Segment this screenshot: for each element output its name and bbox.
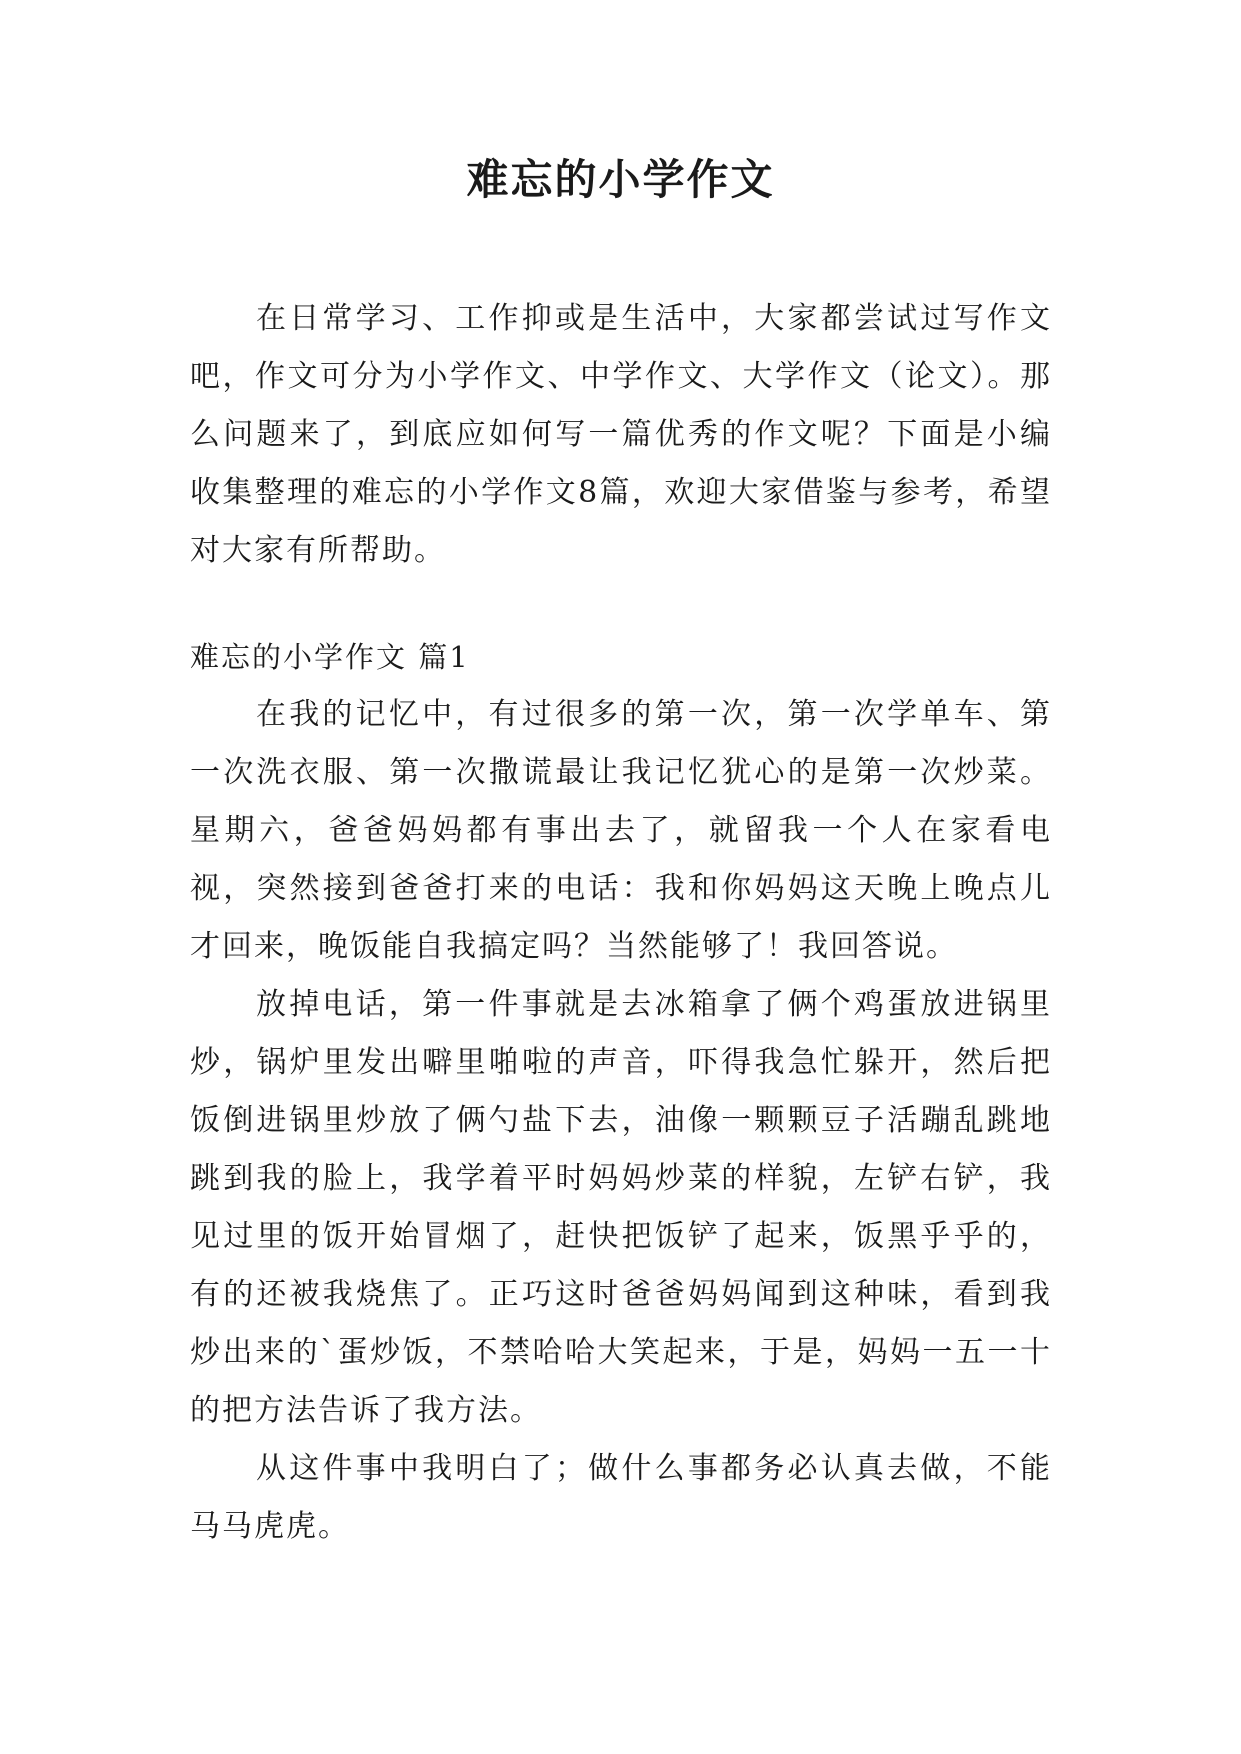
body-paragraph: 放掉电话，第一件事就是去冰箱拿了俩个鸡蛋放进锅里炒，锅炉里发出噼里啪啦的声音，吓得我急忙躲开，然后把饭倒进锅里炒放了俩勺盐下去，油像一颗颗豆子活蹦乱跳地跳到我的脸上，我学着平时妈妈炒菜的样貌，左铲右铲，我见过里的饭开始冒烟了，赶快把饭铲了起来，饭黑乎乎的，有的还被我烧焦了。正巧这时爸爸妈妈闻到这种味，看到我炒出来的`蛋炒饭，不禁哈哈大笑起来，于是，妈妈一五一十的把方法告诉了我方法。 [190, 987, 1052, 1428]
section-heading: 难忘的小学作文 篇1 [190, 640, 470, 674]
body-paragraph: 从这件事中我明白了；做什么事都务必认真去做，不能马马虎虎。 [190, 1451, 1052, 1544]
essay-section [190, 628, 1052, 1556]
intro-paragraph: 在日常学习、工作抑或是生活中，大家都尝试过写作文吧，作文可分为小学作文、中学作文、大学作文（论文）。那么问题来了，到底应如何写一篇优秀的作文呢？下面是小编收集整理的难忘的小学作文8篇，欢迎大家借鉴与参考，希望对大家有所帮助。 [190, 301, 1052, 568]
document-body [190, 290, 1052, 1556]
body-paragraph: 在我的记忆中，有过很多的第一次，第一次学单车、第一次洗衣服、第一次撒谎最让我记忆犹心的是第一次炒菜。星期六，爸爸妈妈都有事出去了，就留我一个人在家看电视，突然接到爸爸打来的电话：我和你妈妈这天晚上晚点儿才回来，晚饭能自我搞定吗？当然能够了！我回答说。 [190, 697, 1052, 964]
page-title: 难忘的小学作文 [466, 155, 775, 204]
